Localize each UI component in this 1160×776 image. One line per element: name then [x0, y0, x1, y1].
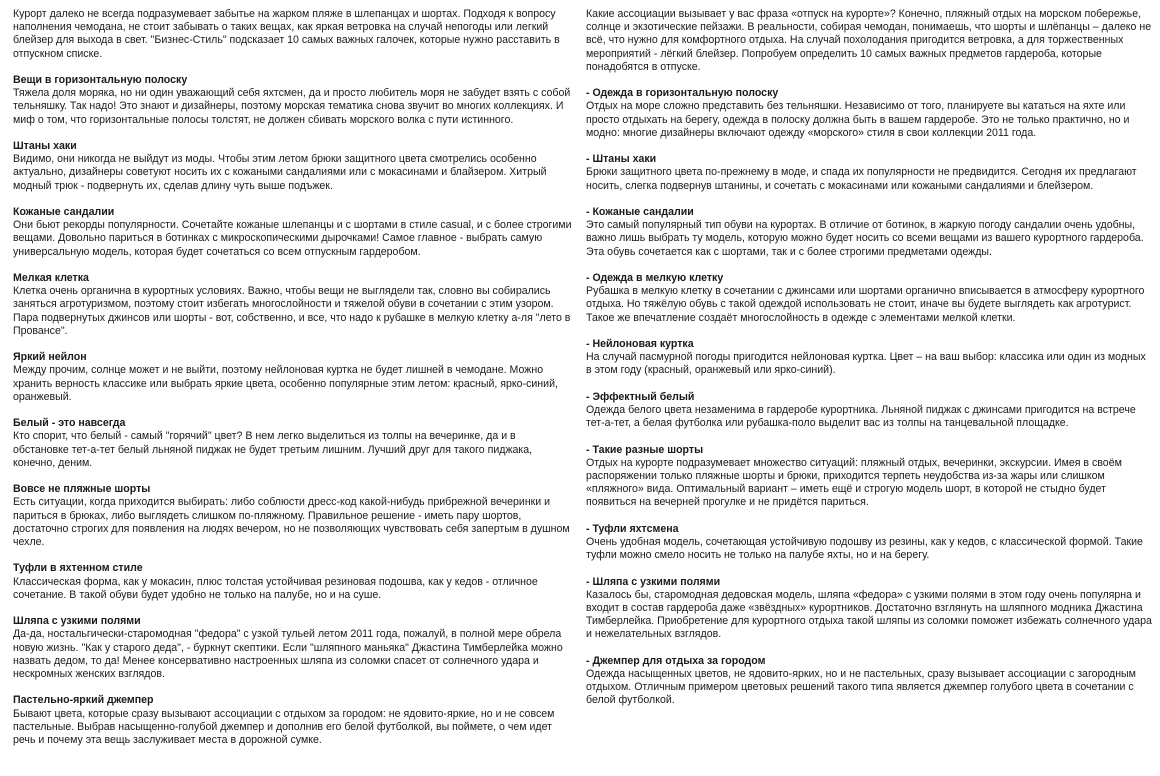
left-section-7 [13, 483, 573, 549]
left-section-8 [13, 562, 573, 602]
section-heading: Вещи в горизонтальную полоску [13, 74, 188, 86]
section-heading: Туфли в яхтенном стиле [13, 562, 143, 575]
left-section-1 [13, 74, 573, 127]
section-heading: - Эффектный белый [586, 390, 695, 403]
section-body: Отдых на море сложно представить без тельняшки. Независимо от того, планируете вы кататься на яхте или просто отдыхать на берегу, одежда в полоску должна быть в вашем гардеробе. Это не только практично, но и модно: многие дизайнеры включают одежду «морского» стиля в свои коллекции 2011 года. [586, 100, 1130, 139]
section-body: Есть ситуации, когда приходится выбирать: либо соблюсти дресс-код какой-нибудь прибрежной вечеринки и париться в брюках, либо выглядеть слишком по-пляжному. Правильное решение - иметь пару шортов, достаточно строгих для появления на людях вечером, но не позволяющих чувствовать себя запертым в душном чехле. [13, 496, 570, 549]
section-heading: - Одежда в горизонтальную полоску [586, 87, 779, 100]
section-body: Рубашка в мелкую клетку в сочетании с джинсами или шортами органично вписывается в атмосферу курортного отдыха. Но тяжёлую обувь с такой одеждой использовать не стоит, иначе вы будете выглядеть как агротурист. Такое же впечатление создаёт многослойность в одежде с элементами мелкой клетки. [586, 285, 1145, 324]
left-section-4 [13, 272, 573, 338]
section-heading: - Кожаные сандалии [586, 206, 694, 218]
section-heading: Мелкая клетка [13, 272, 89, 284]
right-section-6 [586, 391, 1152, 431]
right-section-9 [586, 576, 1152, 642]
section-body: Видимо, они никогда не выйдут из моды. Чтобы этим летом брюки защитного цвета смотрелись особенно актуально, дизайнеры советуют носить их с кожаными сандалиями или с мокасинами и блайзером. Хитрый модный трюк - подвернуть их, сделав длину чуть выше подъжек. [13, 153, 547, 192]
section-body: Одежда насыщенных цветов, не ядовито-ярких, но и не пастельных, сразу вызывает ассоциации с загородным отдыхом. Отличным примером цветовых решений такого типа является джемпер голубого цвета в сочетании с белой футболкой. [586, 668, 1136, 707]
left-section-5 [13, 351, 573, 404]
section-heading: Шляпа с узкими полями [13, 615, 141, 628]
right-section-1 [586, 87, 1152, 140]
section-body: Отдых на курорте подразумевает множество ситуаций: пляжный отдых, вечеринки, экскурсии. Имея в своём распоряжении только пляжные шорты и брюки, приходится терпеть неудобства из-за жары или слишком «пляжного» вида. Оптимальный вариант – иметь ещё и строгую модель шорт, в которой не стыдно будет появиться на вечерней прогулке и не придётся париться. [586, 456, 1122, 509]
section-body: Бывают цвета, которые сразу вызывают ассоциации с отдыхом за городом: не ядовито-яркие, но и не совсем пастельные. Выбрав насыщенно-голубой джемпер и дополнив его белой футболкой, вы поймете, о чем идет речь и почему эта вещь заслуживает места в дорожной сумке. [13, 707, 555, 747]
section-body: Между прочим, солнце может и не выйти, поэтому нейлоновая куртка не будет лишней в чемодане. Можно хранить верность классике или выбрать яркие цвета, особенно популярные этим летом: красный, ярко-синий, оранжевый. [13, 364, 558, 403]
left-section-6 [13, 417, 573, 470]
section-heading: Пастельно-яркий джемпер [13, 694, 154, 707]
section-body: Одежда белого цвета незаменима в гардеробе курортника. Льняной пиджак с джинсами пригодится на встрече тет-а-тет, а белая футболка или рубашка-поло выделит вас из толпы на танцевальной площадке. [586, 404, 1136, 430]
right-section-3 [586, 206, 1152, 259]
right-intro-paragraph: Какие ассоциации вызывает у вас фраза «отпуск на курорте»? Конечно, пляжный отдых на морском побережье, солнце и экзотические пейзажи. В реальности, собирая чемодан, понимаешь, что шорты и шлёпанцы – далеко не всё, что нужно для комфортного отдыха. На случай похолодания пригодится ветровка, а для торжественных мероприятий - лёгкий блейзер. Попробуем определить 10 самых важных предметов гардероба, которые понадобятся в отпуске. [586, 8, 1152, 73]
section-heading: - Штаны хаки [586, 153, 657, 166]
section-body: Очень удобная модель, сочетающая устойчивую подошву из резины, как у кедов, с классической формой. Такие туфли можно смело носить не только на палубе яхты, но и на берегу. [586, 536, 1143, 562]
section-heading: Яркий нейлон [13, 351, 87, 364]
section-heading: Вовсе не пляжные шорты [13, 483, 151, 496]
section-heading: Белый - это навсегда [13, 417, 126, 430]
left-column [13, 8, 573, 760]
right-section-7 [586, 444, 1152, 510]
section-body: Тяжела доля моряка, но ни один уважающий себя яхтсмен, да и просто любитель моря не забудет взять с собой тельняшку. Так надо! Это знают и дизайнеры, поэтому морская тематика снова звучит во многих коллекциях. И миф о том, что горизонтальные полосы толстят, не должен сбивать морского волка с пути истинного. [13, 87, 571, 126]
section-heading: - Одежда в мелкую клетку [586, 272, 724, 284]
left-intro-paragraph: Курорт далеко не всегда подразумевает забытье на жарком пляже в шлепанцах и шортах. Подходя к вопросу наполнения чемодана, не стоит забывать о таких вещах, как яркая ветровка на случай непогоды или легкий блейзер для выхода в свет. "Бизнес-Стиль" подсказает 10 самых важных галочек, которые нужно расставить в отпускном списке. [13, 8, 560, 60]
section-body: Клетка очень органична в курортных условиях. Важно, чтобы вещи не выглядели так, словно вы собирались заняться агротуризмом, поэтому стоит избегать многослойности и тяжелой обуви в сочетании с этим узором. Пара подвернутых джинсов или шорты - вот, собственно, и все, что надо к рубашке в мелкую клетку а-ля "лето в Провансе". [13, 285, 571, 337]
right-section-2 [586, 153, 1152, 193]
section-body: Брюки защитного цвета по-прежнему в моде, и спада их популярности не предвидится. Сегодня их предлагают носить, слегка подвернув штанины, и сочетать с мокасинами или кожаными сандалиями и блейзером. [586, 166, 1137, 192]
right-section-5 [586, 338, 1152, 378]
section-body: Кто спорит, что белый - самый "горячий" цвет? В нем легко выделиться из толпы на вечеринке, да и в обстановке тет-а-тет белый льняной пиджак не будет третьим лишним. Лучший друг для такого пиджака, конечно, деним. [13, 430, 533, 469]
section-heading: - Нейлоновая куртка [586, 338, 694, 350]
left-section-10 [13, 694, 573, 747]
section-body: Да-да, ностальгически-старомодная "федора" с узкой тульей летом 2011 года, пожалуй, в полной мере обрела новую жизнь. "Как у старого деда", - буркнут скептики. Если "шляпного маньяка" Джастина Тимберлейка можно назвать дедом, то да! Менее консервативно настроенных шляпа из соломки спасет от солнечного удара и нескромных женских взглядов. [13, 628, 563, 681]
left-section-3 [13, 206, 573, 259]
right-section-10 [586, 655, 1152, 708]
section-body: Казалось бы, старомодная дедовская модель, шляпа «федора» с узкими полями в этом году очень популярна и входит в состав гардероба даже «звёздных» курортников. Достаточно взглянуть на шляпного модника Джастина Тимберлейка. Приобретение для курортного отдыха такой шляпы из соломки поможет избежать солнечного удара и нежелательных взглядов. [586, 588, 1152, 641]
left-section-2 [13, 140, 573, 193]
right-column [586, 8, 1152, 721]
section-heading: - Туфли яхтсмена [586, 522, 679, 535]
right-section-8 [586, 523, 1152, 563]
section-heading: - Шляпа с узкими полями [586, 575, 721, 588]
section-body: На случай пасмурной погоды пригодится нейлоновая куртка. Цвет – на ваш выбор: классика или один из модных в этом году (красный, оранжевый или ярко-синий). [586, 351, 1146, 377]
section-heading: Штаны хаки [13, 140, 77, 152]
section-heading: - Джемпер для отдыха за городом [586, 654, 766, 667]
section-heading: - Такие разные шорты [586, 443, 704, 456]
section-body: Они бьют рекорды популярности. Сочетайте кожаные шлепанцы и с шортами в стиле casual, и с более строгими вещами. Довольно париться в ботинках с микроскопическими дырочками! Самое главное - выбрать самую универсальную модель, которая будет сочетаться со всем отпускным гардеробом. [13, 219, 572, 258]
section-heading: Кожаные сандалии [13, 206, 115, 218]
right-section-4 [586, 272, 1152, 325]
left-section-9 [13, 615, 573, 681]
section-body: Классическая форма, как у мокасин, плюс толстая устойчивая резиновая подошва, как у кедов - отличное сочетание. В такой обуви будет удобно не только на палубе, но и на суше. [13, 575, 538, 601]
section-body: Это самый популярный тип обуви на курортах. В отличие от ботинок, в жаркую погоду сандалии очень удобны, важно лишь выбрать ту модель, которую можно будет носить со всеми вещами из вашего курортного гардероба. Эта обувь сочетается как с шортами, так и с более строгими предметами одежды. [586, 219, 1144, 258]
